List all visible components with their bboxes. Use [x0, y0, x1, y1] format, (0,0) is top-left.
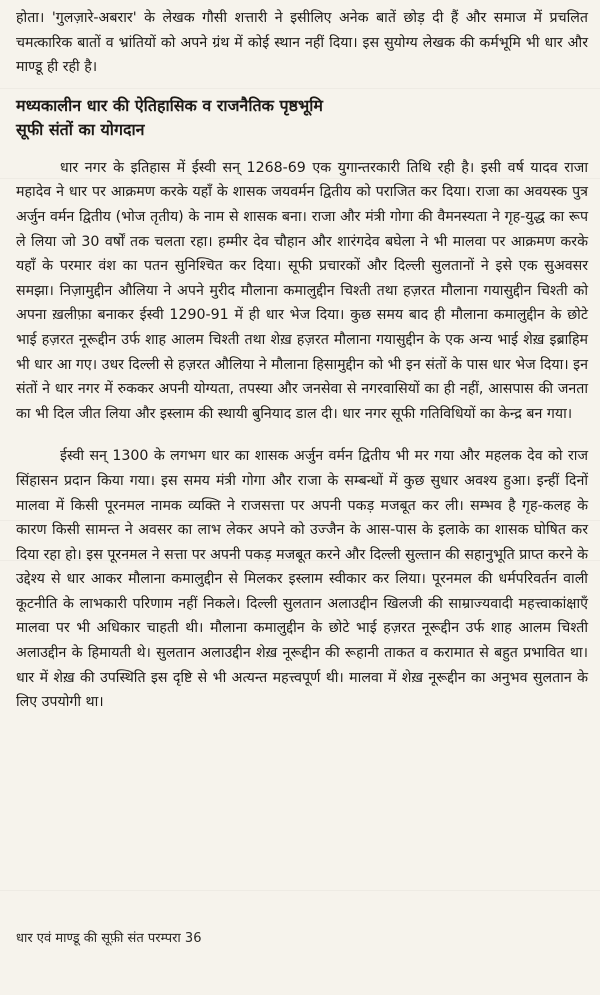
page-footer: धार एवं माण्डू की सूफ़ी संत परम्परा 36 — [16, 931, 202, 946]
intro-paragraph: होता। 'गुलज़ारे-अबरार' के लेखक गौसी शत्तारी ने इसीलिए अनेक बातें छोड़ दी हैं और समाज में प्रचलित चमत्कारिक बातों व भ्रांतियों को अपने ग्रंथ में कोई स्थान नहीं दिया। इस सुयोग्य लेखक की कर्मभूमि भी धार और माण्डू ही रही है। — [16, 10, 588, 76]
body-paragraph-1: धार नगर के इतिहास में ईस्वी सन् 1268-69 एक युगान्तरकारी तिथि रही है। इसी वर्ष यादव राजा महादेव ने धार पर आक्रमण करके यहाँ के शासक जयवर्मन द्वितीय को पराजित कर दिया। राजा का अवयस्क पुत्र अर्जुन वर्मन द्वितीय (भोज तृतीय) के नाम से शासक बना। राजा और मंत्री गोगा की वैमनस्यता ने गृह-युद्ध का रूप ले लिया जो 30 वर्षों तक चलता रहा। हम्मीर देव चौहान और शारंगदेव बघेला ने भी मालवा पर आक्रमण करके यहाँ के परमार वंश का पतन सुनिश्चित कर दिया। सूफी प्रचारकों और दिल्ली सुलतानों ने इसे एक सुअवसर समझा। निज़ामुद्दीन औलिया ने अपने मुरीद मौलाना कमालुद्दीन चिश्ती तथा हज़रत मौलाना गयासुद्दीन चिश्ती को अपना ख़लीफ़ा बनाकर ईस्वी 1290-91 में ही धार भेज दिया। कुछ समय बाद ही मौलाना कमालुद्दीन के छोटे भाई हज़रत नूरूद्दीन उर्फ शाह आलम चिश्ती तथा शेख़ हज़रत मौलाना गयासुद्दीन के एक अन्य भाई शेख़ इब्राहिम भी धार आ गए। उधर दिल्ली से हज़रत औलिया ने मौलाना हिसामुद्दीन को भी इन संतों के पास धार भेज दिया। इन संतों ने धार नगर में रुककर अपनी योग्यता, तपस्या और जनसेवा से नगरवासियों का ही नहीं, आसपास की जनता का भी दिल जीत लिया और इस्लाम की स्थायी बुनियाद डाल दी। धार नगर सूफी गतिविधियों का केन्द्र बन गया। — [16, 159, 588, 422]
section-heading: मध्यकालीन धार की ऐतिहासिक व राजनैतिक पृष्ठभूमि — [16, 95, 323, 115]
body-paragraph-2: ईस्वी सन् 1300 के लगभग धार का शासक अर्जुन वर्मन द्वितीय भी मर गया और महलक देव को राज सिंहासन प्रदान किया गया। इस समय मंत्री गोगा और राजा के सम्बन्धों में कुछ सुधार अवश्य हुआ। इन्हीं दिनों मालवा में किसी पूरनमल नामक व्यक्ति ने राजसत्ता पर अपनी पकड़ मजबूत कर ली। सम्भव है गृह-कलह के कारण किसी सामन्त ने अवसर का लाभ लेकर अपने को उज्जैन के आस-पास के इलाके का शासक घोषित कर दिया रहा हो। इस पूरनमल ने सत्ता पर अपनी पकड़ मजबूत करने और दिल्ली सुल्तान की सहानुभूति प्राप्त करने के उद्देश्य से धार आकर मौलाना कमालुद्दीन से मिलकर इस्लाम स्वीकार कर लिया। पूरनमल की धर्मपरिवर्तन वाली कूटनीति के लाभकारी परिणाम नहीं निकले। दिल्ली सुलतान अलाउद्दीन खिलजी की साम्राज्यवादी महत्त्वाकांक्षाएँ मालवा पर भी अधिकार चाहती थी। मौलाना कमालुद्दीन के छोटे भाई हज़रत नूरूद्दीन उर्फ शाह आलम चिश्ती अलाउद्दीन के हिमायती थे। सुलतान अलाउद्दीन शेख़ नूरूद्दीन की रूहानी ताकत व करामात से बहुत प्रभावित था। धार में शेख़ की उपस्थिति इस दृष्टि से भी अत्यन्त महत्त्वपूर्ण थी। मालवा में शेख़ नूरूद्दीन का अनुभव सुलतान के लिए उपयोगी था। — [16, 448, 588, 711]
book-page — [16, 6, 588, 715]
section-subheading: सूफी संतों का योगदान — [16, 119, 145, 139]
